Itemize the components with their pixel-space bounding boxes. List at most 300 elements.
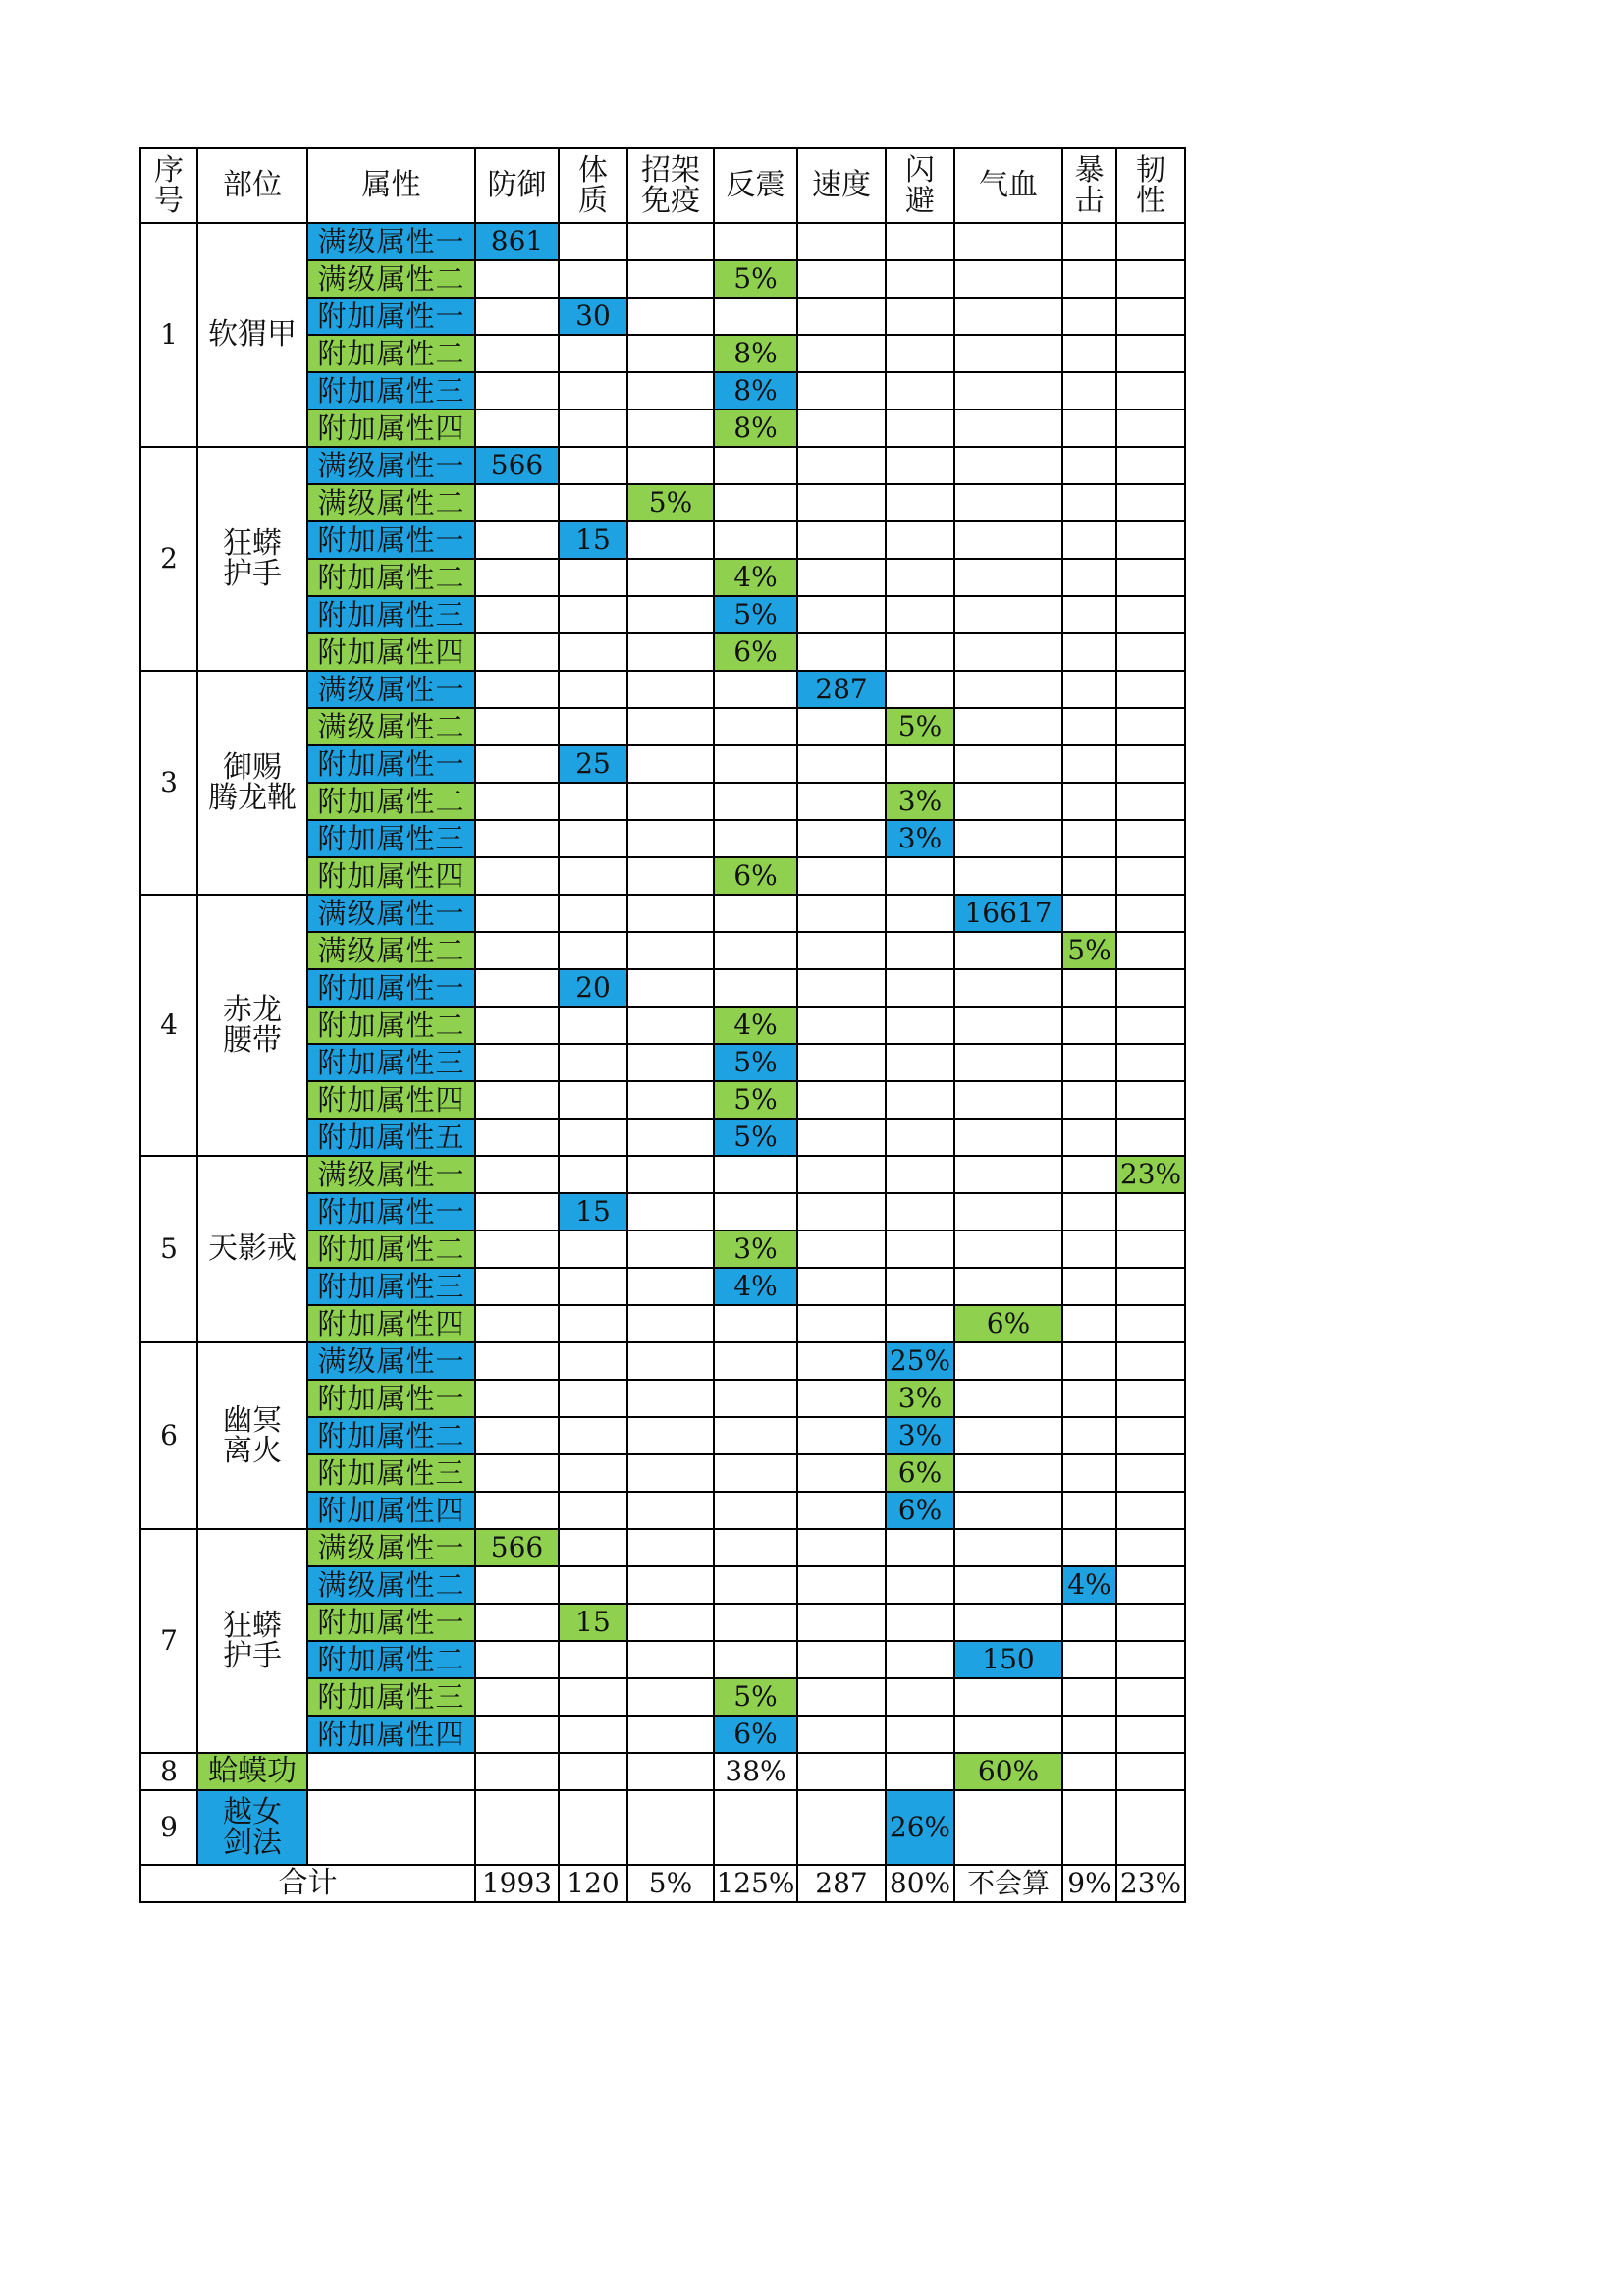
cell-crit <box>1062 1007 1116 1044</box>
cell-dodge <box>886 410 954 447</box>
cell-hp <box>954 1454 1062 1492</box>
cell-counter <box>714 671 797 708</box>
attribute-label: 满级属性一 <box>307 671 475 708</box>
cell-defense <box>475 1268 559 1305</box>
attribute-label: 附加属性四 <box>307 1492 475 1529</box>
total-parry-immunity: 5% <box>627 1865 714 1902</box>
cell-crit <box>1062 1305 1116 1342</box>
cell-defense <box>475 1007 559 1044</box>
cell-toughness: 23% <box>1116 1156 1185 1193</box>
cell-dodge <box>886 1753 954 1790</box>
cell-speed <box>797 372 886 410</box>
header-speed: 速度 <box>797 148 886 223</box>
attribute-label: 附加属性二 <box>307 1007 475 1044</box>
cell-toughness <box>1116 783 1185 820</box>
cell-hp <box>954 335 1062 372</box>
cell-counter: 5% <box>714 1678 797 1716</box>
total-label: 合计 <box>140 1865 475 1902</box>
table-row <box>140 447 1185 484</box>
cell-dodge <box>886 1716 954 1753</box>
cell-toughness <box>1116 260 1185 298</box>
cell-speed <box>797 1044 886 1081</box>
group-number: 5 <box>140 1156 197 1342</box>
cell-speed <box>797 633 886 671</box>
cell-parry-immunity <box>627 1417 714 1454</box>
cell-toughness <box>1116 1305 1185 1342</box>
table-body <box>140 223 1185 1902</box>
cell-parry-immunity <box>627 1230 714 1268</box>
cell-crit <box>1062 633 1116 671</box>
group-number: 1 <box>140 223 197 447</box>
cell-constitution <box>559 1230 627 1268</box>
cell-counter: 5% <box>714 1081 797 1119</box>
cell-parry-immunity <box>627 1007 714 1044</box>
attribute-label: 满级属性二 <box>307 708 475 745</box>
cell-speed <box>797 521 886 559</box>
cell-counter: 6% <box>714 857 797 895</box>
cell-hp <box>954 1119 1062 1156</box>
cell-counter <box>714 745 797 783</box>
cell-crit <box>1062 1529 1116 1566</box>
cell-hp <box>954 1604 1062 1641</box>
cell-counter <box>714 484 797 521</box>
cell-constitution <box>559 260 627 298</box>
cell-speed <box>797 298 886 335</box>
cell-parry-immunity <box>627 671 714 708</box>
total-hp: 不会算 <box>954 1865 1062 1902</box>
cell-toughness <box>1116 1230 1185 1268</box>
cell-toughness <box>1116 484 1185 521</box>
cell-dodge <box>886 260 954 298</box>
cell-parry-immunity <box>627 1492 714 1529</box>
cell-dodge: 6% <box>886 1492 954 1529</box>
cell-toughness <box>1116 1604 1185 1641</box>
cell-parry-immunity <box>627 1566 714 1604</box>
cell-toughness <box>1116 559 1185 596</box>
cell-parry-immunity <box>627 1193 714 1230</box>
cell-parry-immunity <box>627 745 714 783</box>
cell-defense <box>475 1305 559 1342</box>
cell-constitution <box>559 895 627 932</box>
cell-dodge: 3% <box>886 820 954 857</box>
group-number: 7 <box>140 1529 197 1753</box>
cell-speed <box>797 1641 886 1678</box>
cell-counter <box>714 820 797 857</box>
cell-toughness <box>1116 895 1185 932</box>
cell-defense <box>475 1678 559 1716</box>
attribute-label: 满级属性一 <box>307 223 475 260</box>
attribute-label: 附加属性四 <box>307 1716 475 1753</box>
cell-defense <box>475 708 559 745</box>
header-row <box>140 148 1185 223</box>
cell-hp <box>954 1193 1062 1230</box>
cell-constitution <box>559 1641 627 1678</box>
cell-counter <box>714 1417 797 1454</box>
cell-crit <box>1062 969 1116 1007</box>
cell-toughness <box>1116 1492 1185 1529</box>
cell-parry-immunity <box>627 820 714 857</box>
cell-crit <box>1062 895 1116 932</box>
group-number: 8 <box>140 1753 197 1790</box>
cell-counter <box>714 932 797 969</box>
total-speed: 287 <box>797 1865 886 1902</box>
cell-counter <box>714 1492 797 1529</box>
cell-counter <box>714 298 797 335</box>
cell-hp <box>954 671 1062 708</box>
cell-crit <box>1062 1268 1116 1305</box>
cell-defense <box>475 521 559 559</box>
table-row <box>140 1790 1185 1865</box>
cell-hp <box>954 1716 1062 1753</box>
cell-parry-immunity <box>627 1790 714 1865</box>
cell-speed <box>797 410 886 447</box>
cell-parry-immunity <box>627 410 714 447</box>
header-toughness: 韧 性 <box>1116 148 1185 223</box>
cell-defense <box>475 969 559 1007</box>
cell-hp <box>954 969 1062 1007</box>
cell-constitution <box>559 1454 627 1492</box>
cell-constitution <box>559 1342 627 1380</box>
cell-defense <box>475 1380 559 1417</box>
cell-constitution <box>559 1156 627 1193</box>
cell-dodge <box>886 335 954 372</box>
cell-defense <box>475 1156 559 1193</box>
cell-toughness <box>1116 1790 1185 1865</box>
cell-dodge <box>886 447 954 484</box>
cell-dodge <box>886 559 954 596</box>
cell-hp: 60% <box>954 1753 1062 1790</box>
cell-crit <box>1062 1380 1116 1417</box>
equipment-name: 幽冥 离火 <box>197 1342 307 1529</box>
cell-parry-immunity <box>627 895 714 932</box>
cell-speed <box>797 447 886 484</box>
cell-defense <box>475 1342 559 1380</box>
attribute-label: 满级属性二 <box>307 1566 475 1604</box>
cell-constitution <box>559 1268 627 1305</box>
cell-constitution <box>559 1081 627 1119</box>
cell-hp: 6% <box>954 1305 1062 1342</box>
header-no: 序 号 <box>140 148 197 223</box>
cell-constitution <box>559 708 627 745</box>
total-toughness: 23% <box>1116 1865 1185 1902</box>
cell-defense <box>475 1081 559 1119</box>
cell-parry-immunity: 5% <box>627 484 714 521</box>
total-row <box>140 1865 1185 1902</box>
attribute-label: 满级属性一 <box>307 1156 475 1193</box>
cell-hp <box>954 484 1062 521</box>
cell-hp <box>954 1044 1062 1081</box>
cell-hp <box>954 932 1062 969</box>
cell-toughness <box>1116 857 1185 895</box>
cell-speed <box>797 1492 886 1529</box>
attribute-label: 附加属性三 <box>307 820 475 857</box>
cell-parry-immunity <box>627 1305 714 1342</box>
cell-speed <box>797 1156 886 1193</box>
group-number: 3 <box>140 671 197 895</box>
cell-constitution <box>559 820 627 857</box>
cell-constitution <box>559 671 627 708</box>
cell-dodge <box>886 223 954 260</box>
cell-parry-immunity <box>627 1380 714 1417</box>
cell-hp <box>954 708 1062 745</box>
cell-crit <box>1062 298 1116 335</box>
cell-constitution <box>559 1790 627 1865</box>
cell-crit <box>1062 260 1116 298</box>
total-dodge: 80% <box>886 1865 954 1902</box>
cell-counter <box>714 447 797 484</box>
cell-toughness <box>1116 1193 1185 1230</box>
cell-crit <box>1062 559 1116 596</box>
attribute-label: 附加属性四 <box>307 1081 475 1119</box>
cell-parry-immunity <box>627 1342 714 1380</box>
equipment-name: 狂蟒 护手 <box>197 1529 307 1753</box>
header-attr: 属性 <box>307 148 475 223</box>
cell-toughness <box>1116 932 1185 969</box>
cell-parry-immunity <box>627 223 714 260</box>
cell-speed <box>797 1081 886 1119</box>
cell-constitution <box>559 410 627 447</box>
skill-name: 蛤蟆功 <box>197 1753 307 1790</box>
sheet-container <box>139 147 1186 1903</box>
cell-dodge <box>886 484 954 521</box>
equipment-name: 赤龙 腰带 <box>197 895 307 1156</box>
cell-counter <box>714 708 797 745</box>
attribute-label: 满级属性一 <box>307 1529 475 1566</box>
attribute-label: 附加属性三 <box>307 1268 475 1305</box>
cell-crit <box>1062 1678 1116 1716</box>
attribute-label: 满级属性一 <box>307 447 475 484</box>
attribute-label: 附加属性四 <box>307 1305 475 1342</box>
attribute-label: 附加属性一 <box>307 521 475 559</box>
cell-speed <box>797 820 886 857</box>
cell-constitution <box>559 1380 627 1417</box>
cell-speed <box>797 745 886 783</box>
cell-dodge <box>886 1268 954 1305</box>
cell-speed: 287 <box>797 671 886 708</box>
cell-constitution: 25 <box>559 745 627 783</box>
cell-hp <box>954 633 1062 671</box>
cell-dodge <box>886 596 954 633</box>
cell-speed <box>797 1007 886 1044</box>
cell-dodge <box>886 1044 954 1081</box>
cell-toughness <box>1116 372 1185 410</box>
cell-toughness <box>1116 521 1185 559</box>
cell-crit <box>1062 410 1116 447</box>
cell-counter: 5% <box>714 596 797 633</box>
cell-dodge <box>886 1119 954 1156</box>
cell-dodge <box>886 1604 954 1641</box>
table-row <box>140 1529 1185 1566</box>
cell-dodge: 3% <box>886 1380 954 1417</box>
attribute-label: 附加属性五 <box>307 1119 475 1156</box>
cell-dodge <box>886 1081 954 1119</box>
cell-dodge <box>886 895 954 932</box>
cell-constitution <box>559 633 627 671</box>
cell-defense <box>475 298 559 335</box>
table-row <box>140 895 1185 932</box>
cell-speed <box>797 1230 886 1268</box>
attribute-label: 附加属性一 <box>307 1604 475 1641</box>
header-constitution: 体 质 <box>559 148 627 223</box>
cell-dodge: 3% <box>886 1417 954 1454</box>
cell-hp: 16617 <box>954 895 1062 932</box>
cell-crit: 5% <box>1062 932 1116 969</box>
cell-hp <box>954 298 1062 335</box>
cell-counter: 4% <box>714 1268 797 1305</box>
header-dodge: 闪 避 <box>886 148 954 223</box>
cell-speed <box>797 1119 886 1156</box>
cell-defense <box>475 932 559 969</box>
cell-counter <box>714 1156 797 1193</box>
cell-constitution <box>559 932 627 969</box>
cell-speed <box>797 1193 886 1230</box>
cell-toughness <box>1116 969 1185 1007</box>
cell-counter: 6% <box>714 633 797 671</box>
attribute-label: 附加属性二 <box>307 1230 475 1268</box>
cell-crit <box>1062 857 1116 895</box>
cell-defense <box>475 820 559 857</box>
cell-toughness <box>1116 1566 1185 1604</box>
attribute-label: 附加属性四 <box>307 410 475 447</box>
attribute-label: 附加属性二 <box>307 335 475 372</box>
cell-dodge <box>886 1305 954 1342</box>
cell-counter <box>714 895 797 932</box>
cell-constitution: 15 <box>559 521 627 559</box>
cell-hp <box>954 596 1062 633</box>
cell-parry-immunity <box>627 1678 714 1716</box>
cell-speed <box>797 260 886 298</box>
cell-dodge <box>886 1156 954 1193</box>
cell-constitution: 30 <box>559 298 627 335</box>
equipment-name: 天影戒 <box>197 1156 307 1342</box>
cell-hp <box>954 857 1062 895</box>
cell-defense <box>475 671 559 708</box>
cell-parry-immunity <box>627 447 714 484</box>
cell-dodge <box>886 1566 954 1604</box>
cell-crit <box>1062 1119 1116 1156</box>
cell-counter <box>714 969 797 1007</box>
cell-constitution <box>559 1044 627 1081</box>
attribute-table <box>139 147 1186 1903</box>
header-hp: 气血 <box>954 148 1062 223</box>
cell-toughness <box>1116 1119 1185 1156</box>
header-crit: 暴 击 <box>1062 148 1116 223</box>
cell-hp <box>954 1566 1062 1604</box>
attribute-label: 满级属性二 <box>307 260 475 298</box>
cell-crit <box>1062 671 1116 708</box>
cell-crit <box>1062 223 1116 260</box>
cell-counter <box>714 783 797 820</box>
cell-crit <box>1062 1716 1116 1753</box>
cell-hp <box>954 223 1062 260</box>
cell-toughness <box>1116 708 1185 745</box>
cell-toughness <box>1116 820 1185 857</box>
cell-dodge: 26% <box>886 1790 954 1865</box>
cell-dodge <box>886 1641 954 1678</box>
cell-counter <box>714 1380 797 1417</box>
attribute-label: 满级属性一 <box>307 895 475 932</box>
cell-defense <box>475 1492 559 1529</box>
attribute-label: 附加属性一 <box>307 745 475 783</box>
header-part: 部位 <box>197 148 307 223</box>
cell-dodge: 5% <box>886 708 954 745</box>
attribute-label: 附加属性三 <box>307 372 475 410</box>
cell-hp <box>954 1342 1062 1380</box>
cell-defense <box>475 260 559 298</box>
cell-toughness <box>1116 1417 1185 1454</box>
header-defense: 防御 <box>475 148 559 223</box>
cell-parry-immunity <box>627 1716 714 1753</box>
cell-parry-immunity <box>627 708 714 745</box>
cell-hp <box>954 521 1062 559</box>
cell-dodge <box>886 1529 954 1566</box>
cell-constitution <box>559 335 627 372</box>
cell-hp <box>954 447 1062 484</box>
cell-speed <box>797 1454 886 1492</box>
cell-crit <box>1062 1193 1116 1230</box>
cell-counter: 8% <box>714 372 797 410</box>
table-row <box>140 223 1185 260</box>
cell-defense <box>475 596 559 633</box>
attribute-label: 满级属性一 <box>307 1342 475 1380</box>
attribute-label: 附加属性三 <box>307 596 475 633</box>
attribute-label: 满级属性二 <box>307 932 475 969</box>
cell-speed <box>797 223 886 260</box>
cell-defense <box>475 895 559 932</box>
cell-toughness <box>1116 745 1185 783</box>
cell-defense <box>475 1790 559 1865</box>
cell-defense <box>475 1454 559 1492</box>
group-number: 6 <box>140 1342 197 1529</box>
cell-hp <box>954 1790 1062 1865</box>
cell-toughness <box>1116 1454 1185 1492</box>
cell-parry-immunity <box>627 1044 714 1081</box>
cell-parry-immunity <box>627 260 714 298</box>
cell-defense <box>475 1119 559 1156</box>
cell-defense <box>475 1044 559 1081</box>
equipment-name: 狂蟒 护手 <box>197 447 307 671</box>
cell-counter <box>714 1305 797 1342</box>
cell-toughness <box>1116 1678 1185 1716</box>
cell-constitution <box>559 1678 627 1716</box>
cell-defense <box>475 633 559 671</box>
total-constitution: 120 <box>559 1865 627 1902</box>
cell-speed <box>797 1790 886 1865</box>
cell-hp <box>954 410 1062 447</box>
cell-toughness <box>1116 1716 1185 1753</box>
cell-hp <box>954 1678 1062 1716</box>
cell-constitution <box>559 1007 627 1044</box>
cell-toughness <box>1116 633 1185 671</box>
group-number: 4 <box>140 895 197 1156</box>
cell-constitution <box>559 1529 627 1566</box>
cell-dodge: 25% <box>886 1342 954 1380</box>
attribute-label: 满级属性二 <box>307 484 475 521</box>
cell-counter: 3% <box>714 1230 797 1268</box>
cell-speed <box>797 596 886 633</box>
cell-dodge <box>886 298 954 335</box>
cell-crit <box>1062 1454 1116 1492</box>
cell-counter: 5% <box>714 1119 797 1156</box>
cell-defense <box>475 1417 559 1454</box>
attribute-label: 附加属性二 <box>307 1641 475 1678</box>
cell-toughness <box>1116 410 1185 447</box>
cell-hp <box>954 559 1062 596</box>
cell-dodge <box>886 521 954 559</box>
cell-speed <box>797 1678 886 1716</box>
cell-speed <box>797 484 886 521</box>
cell-counter: 5% <box>714 260 797 298</box>
